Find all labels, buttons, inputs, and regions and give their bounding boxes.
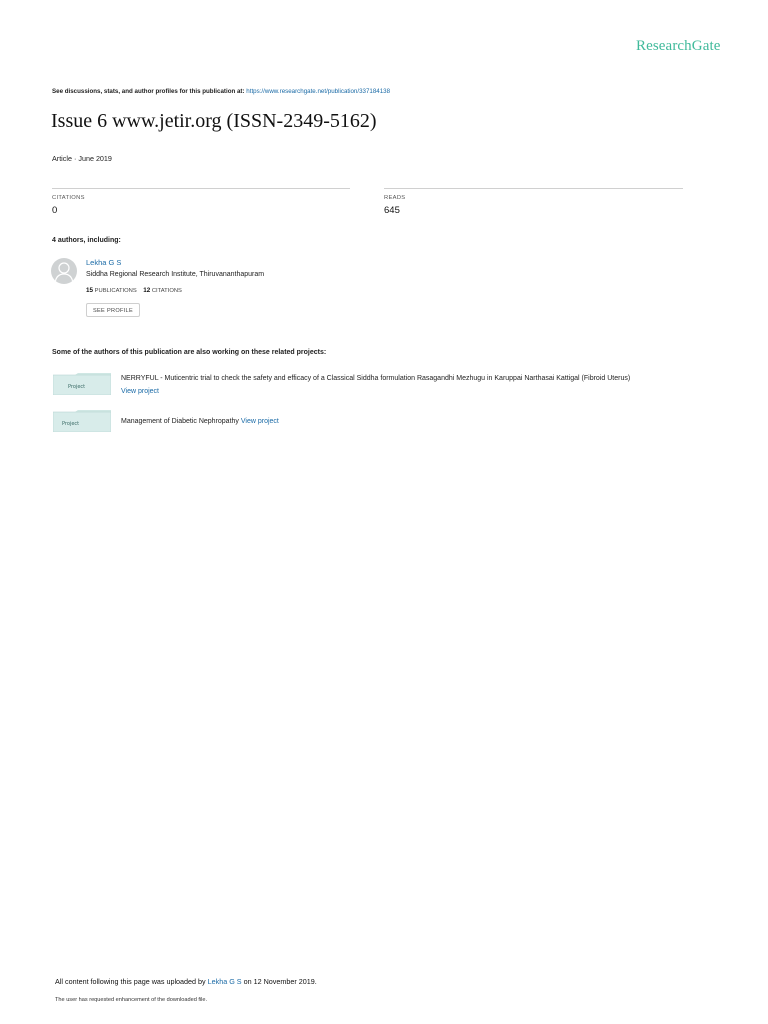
project-icon-1[interactable]: [53, 373, 111, 400]
view-project-link-1[interactable]: View project: [121, 388, 160, 395]
project-icon-2[interactable]: [53, 410, 111, 437]
divider-citations: [52, 188, 350, 189]
discussions-line: [52, 88, 390, 95]
uploaded-prefix: All content following this page was uploaded by: [55, 977, 206, 986]
avatar[interactable]: [51, 258, 77, 284]
project-icon-label: Project: [62, 421, 80, 427]
related-projects-heading: Some of the authors of this publication are also working on these related projects:: [52, 349, 327, 356]
project-icon-label: Project: [68, 384, 86, 390]
author-name-link[interactable]: Lekha G S: [86, 258, 122, 267]
publication-meta: Article · June 2019: [52, 154, 112, 163]
view-project-link-2[interactable]: View project: [240, 418, 279, 425]
project-title-1: NERRYFUL - Muticentric trial to check the safety and efficacy of a Classical Siddha formulation Rasagandhi Mezhugu in Karuppai Narthasai Kattigal (Fibroid Uterus): [121, 375, 631, 382]
publication-title: Issue 6 www.jetir.org (ISSN-2349-5162): [51, 110, 377, 132]
folder-icon: [53, 373, 111, 395]
uploaded-line: [55, 977, 317, 986]
uploaded-suffix: on 12 November 2019.: [243, 977, 317, 986]
discussions-text: See discussions, stats, and author profiles for this publication at:: [52, 88, 245, 95]
enhancement-note: The user has requested enhancement of the downloaded file.: [55, 997, 208, 1003]
project-row-2: [121, 418, 279, 425]
author-citations-count: 12: [143, 287, 151, 294]
reads-value: 645: [384, 205, 400, 216]
uploader-link[interactable]: Lekha G S: [207, 977, 242, 986]
citations-value: 0: [52, 205, 58, 216]
reads-label: READS: [384, 195, 406, 201]
authors-heading: 4 authors, including:: [52, 237, 121, 244]
folder-icon: [53, 410, 111, 432]
divider-reads: [384, 188, 683, 189]
researchgate-logo[interactable]: ResearchGate: [636, 38, 721, 54]
author-citations-label: CITATIONS: [151, 288, 182, 294]
author-counts: [86, 287, 182, 294]
publication-url-link[interactable]: https://www.researchgate.net/publication/337184138: [246, 88, 391, 95]
publications-label: PUBLICATIONS: [94, 288, 137, 294]
author-affiliation: Siddha Regional Research Institute, Thiruvananthapuram: [86, 271, 265, 278]
see-profile-button[interactable]: SEE PROFILE: [86, 303, 140, 317]
user-silhouette-icon: [51, 258, 77, 284]
publications-count: 15: [86, 287, 94, 294]
citations-label: CITATIONS: [52, 195, 85, 201]
project-title-2: Management of Diabetic Nephropathy: [121, 418, 239, 425]
